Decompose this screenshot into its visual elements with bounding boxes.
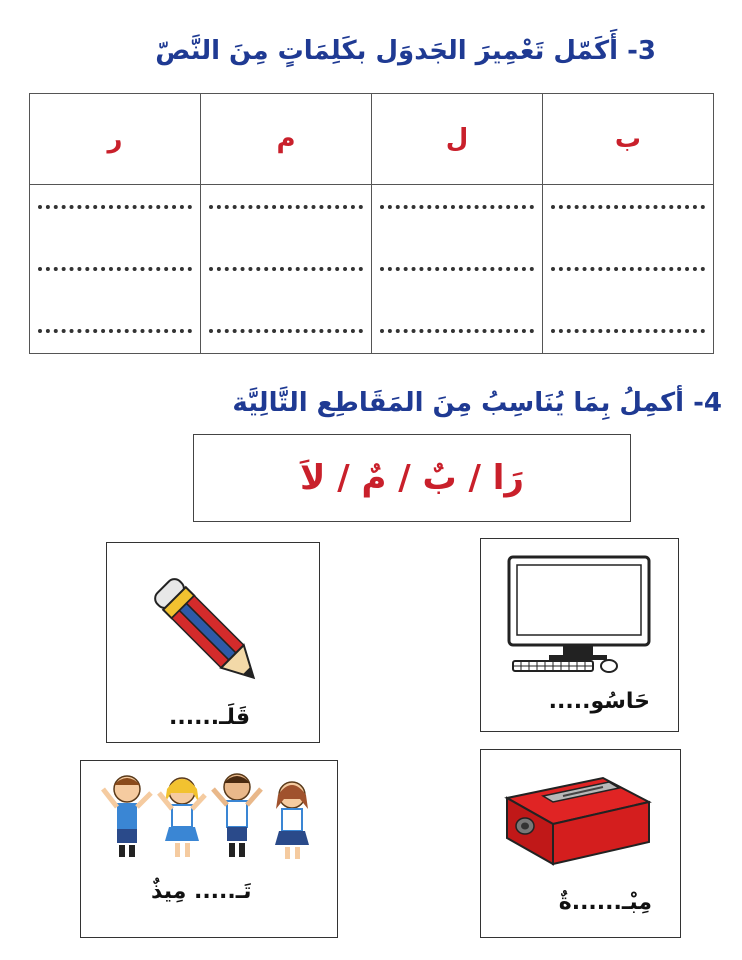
pencil-card bbox=[106, 542, 320, 743]
sharpener-word: مِبْـ......ةٌ bbox=[558, 890, 652, 915]
students-card bbox=[80, 760, 338, 938]
blank-line[interactable] bbox=[209, 205, 363, 209]
answer-column-lam[interactable] bbox=[372, 184, 543, 353]
blank-line[interactable] bbox=[38, 205, 192, 209]
header-letter-ra: ر bbox=[30, 94, 201, 185]
pencil-icon bbox=[147, 571, 267, 691]
pencil-word: قَلَـ...... bbox=[169, 705, 251, 730]
completion-table bbox=[29, 93, 714, 354]
computer-card bbox=[480, 538, 679, 732]
computer-icon bbox=[501, 553, 661, 673]
blank-line[interactable] bbox=[551, 267, 705, 271]
table-answer-row bbox=[30, 184, 714, 353]
sharpener-icon bbox=[503, 768, 653, 868]
blank-line[interactable] bbox=[38, 267, 192, 271]
answer-column-ra[interactable] bbox=[30, 184, 201, 353]
table-header-row bbox=[30, 94, 714, 185]
blank-line[interactable] bbox=[380, 329, 534, 333]
header-letter-lam: ل bbox=[372, 94, 543, 185]
computer-word: حَاسُو..... bbox=[548, 689, 650, 714]
answer-column-ba[interactable] bbox=[543, 184, 714, 353]
header-letter-mim: م bbox=[201, 94, 372, 185]
blank-line[interactable] bbox=[380, 267, 534, 271]
header-letter-ba: ب bbox=[543, 94, 714, 185]
blank-line[interactable] bbox=[551, 329, 705, 333]
blank-line[interactable] bbox=[38, 329, 192, 333]
exercise-3-title: 3- أَكَمّل تَعْمِيرَ الجَدوَل بكَلِمَاتٍ مِنَ النَّصّ bbox=[155, 36, 656, 66]
blank-line[interactable] bbox=[380, 205, 534, 209]
blank-line[interactable] bbox=[551, 205, 705, 209]
syllables-box: رَا / بٌ / مٌ / لاَ bbox=[193, 434, 631, 522]
blank-line[interactable] bbox=[209, 267, 363, 271]
students-icon bbox=[97, 769, 321, 863]
answer-column-mim[interactable] bbox=[201, 184, 372, 353]
exercise-4-title: 4- أكمِلُ بِمَا يُنَاسِبُ مِنَ المَقَاطِع التَّالِيَّة bbox=[232, 388, 722, 418]
sharpener-card bbox=[480, 749, 681, 938]
blank-line[interactable] bbox=[209, 329, 363, 333]
students-word: تَـ..... مِيذٌ bbox=[151, 879, 252, 904]
